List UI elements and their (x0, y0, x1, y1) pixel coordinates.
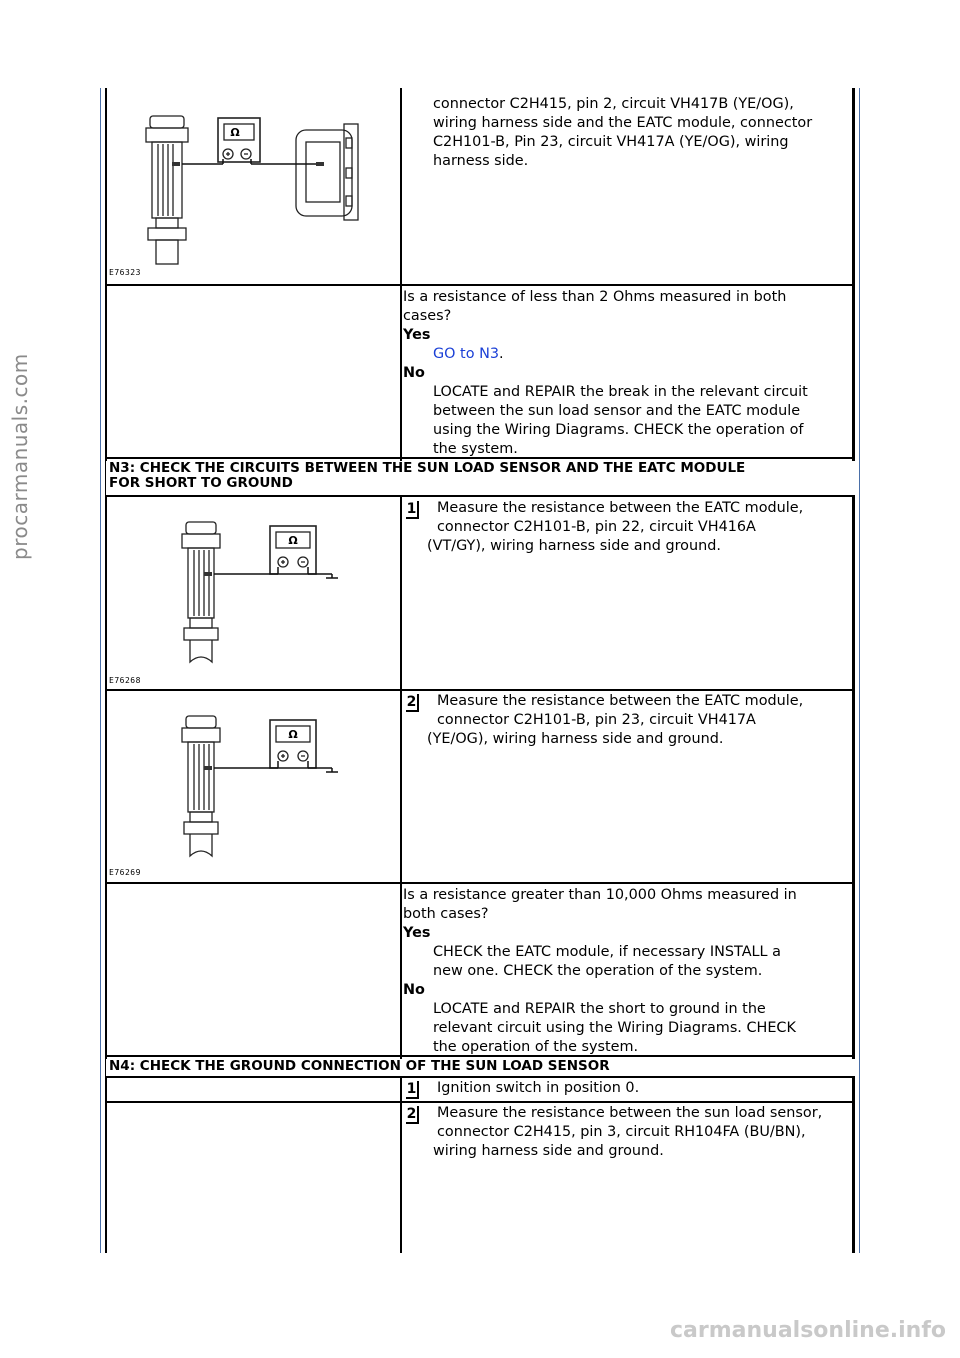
side-watermark: procarmanuals.com (8, 353, 32, 560)
step-number: 1 (406, 1081, 419, 1099)
bottom-watermark: carmanualsonline.info (670, 1318, 946, 1343)
n3-step2-text: Measure the resistance between the EATC module, connector C2H101-B, pin 23, circuit VH417A (437, 693, 804, 728)
step-heading-n3: N3: CHECK THE CIRCUITS BETWEEN THE SUN LOAD SENSOR AND THE EATC MODULE FOR SHORT TO GROUND (106, 461, 855, 495)
row-separator (106, 1076, 855, 1078)
n4-step2-text: Measure the resistance between the sun load sensor, connector C2H415, pin 3, circuit RH104FA (BU/BN), (437, 1105, 823, 1140)
step-number: 2 (406, 1106, 419, 1124)
no-action: LOCATE and REPAIR the short to ground in the relevant circuit using the Wiring Diagrams. CHECK the operation of the system. (433, 1001, 796, 1055)
no-label: No (403, 365, 425, 381)
connector-diagram-e76323 (106, 98, 398, 282)
yes-label: Yes (403, 925, 431, 941)
row-separator (106, 689, 855, 691)
yes-label: Yes (403, 327, 431, 343)
figure-label-e76268: E76268 (109, 676, 141, 685)
column-divider (400, 88, 402, 1253)
ohm-symbol: Ω (288, 534, 298, 547)
n3-step2-text-cont: (YE/OG), wiring harness side and ground. (427, 731, 724, 747)
page-border-right (859, 88, 860, 1253)
yes-action: CHECK the EATC module, if necessary INSTALL a new one. CHECK the operation of the system. (433, 944, 781, 979)
ohm-symbol: Ω (288, 728, 298, 741)
go-to-n3-link[interactable]: GO to N3 (433, 346, 499, 362)
row-separator (106, 882, 855, 884)
no-label: No (403, 982, 425, 998)
row-separator (106, 1055, 855, 1057)
n4-step2-text-cont: wiring harness side and ground. (433, 1143, 664, 1159)
step-number: 2 (406, 694, 419, 712)
ohm-symbol: Ω (230, 126, 240, 139)
page-border-left (100, 88, 101, 1253)
table-border-right (852, 88, 855, 1253)
question-n3: Is a resistance greater than 10,000 Ohms measured in both cases? (403, 887, 797, 922)
figure-label-e76269: E76269 (109, 868, 141, 877)
step-number: 1 (406, 501, 419, 519)
row1-text: connector C2H415, pin 2, circuit VH417B (YE/OG), wiring harness side and the EATC module, connector C2H101-B, Pin 23, circuit VH417A (YE/OG), wiring harness side. (433, 96, 813, 169)
n3-step1-text: Measure the resistance between the EATC module, connector C2H101-B, pin 22, circuit VH416A (437, 500, 804, 535)
yes-action: GO to N3. (433, 346, 504, 362)
row-separator (106, 457, 855, 459)
no-action: LOCATE and REPAIR the break in the relevant circuit between the sun load sensor and the EATC module using the Wiring Diagrams. CHECK the operation of the system. (433, 384, 808, 457)
question-n2: Is a resistance of less than 2 Ohms measured in both cases? (403, 289, 787, 324)
row-separator (106, 1101, 855, 1103)
procedure-table (100, 88, 860, 1253)
row-separator (106, 284, 855, 286)
connector-diagram-e76268 (170, 518, 370, 668)
step-heading-n4: N4: CHECK THE GROUND CONNECTION OF THE SUN LOAD SENSOR (106, 1059, 855, 1076)
n4-step1-text: Ignition switch in position 0. (437, 1080, 640, 1096)
row-separator (106, 495, 855, 497)
figure-label-e76323: E76323 (109, 268, 141, 277)
n3-step1-text-cont: (VT/GY), wiring harness side and ground. (427, 538, 721, 554)
connector-diagram-e76269 (170, 712, 370, 862)
